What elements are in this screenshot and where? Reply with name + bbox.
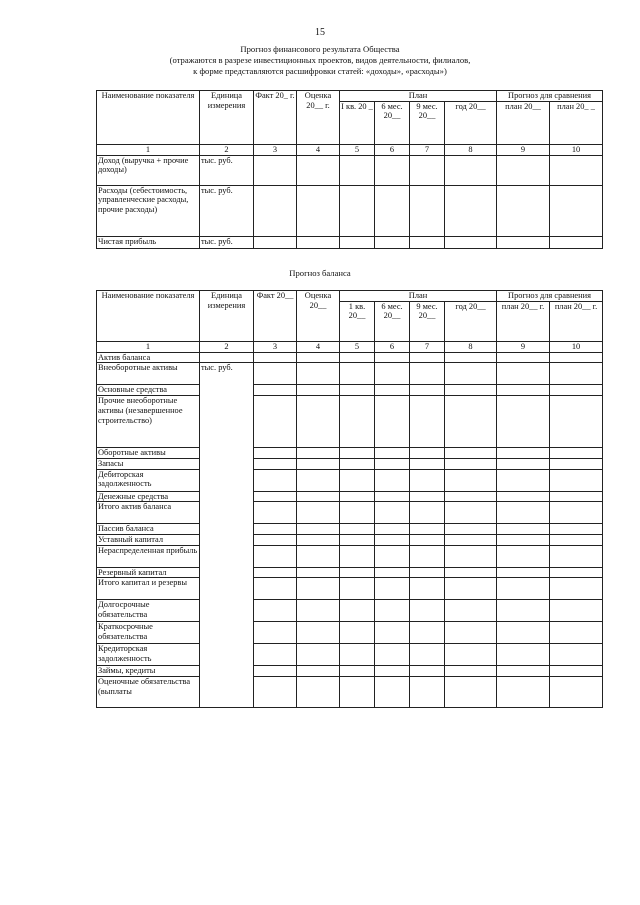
data-cell[interactable] — [297, 155, 340, 185]
row-name: Пассив баланса — [97, 524, 200, 535]
data-cell[interactable] — [297, 458, 340, 469]
row-unit: тыс. руб. — [200, 185, 254, 236]
financial-result-table — [96, 90, 603, 249]
data-cell[interactable] — [410, 448, 445, 459]
table-row — [97, 545, 603, 567]
data-cell[interactable] — [340, 567, 375, 578]
column-number: 3 — [254, 144, 297, 155]
data-cell[interactable] — [254, 524, 297, 535]
row-name: Основные средства — [97, 385, 200, 396]
data-cell[interactable] — [445, 236, 497, 248]
data-cell[interactable] — [497, 458, 550, 469]
data-cell[interactable] — [445, 469, 497, 491]
data-cell[interactable] — [375, 677, 410, 708]
data-cell[interactable] — [410, 534, 445, 545]
column-number: 9 — [497, 341, 550, 352]
data-cell[interactable] — [445, 545, 497, 567]
data-cell[interactable] — [375, 185, 410, 236]
data-cell[interactable] — [254, 502, 297, 524]
row-name: Доход (выручка + прочие доходы) — [97, 155, 200, 185]
data-cell[interactable] — [375, 458, 410, 469]
data-cell[interactable] — [445, 396, 497, 448]
column-number: 7 — [410, 144, 445, 155]
section1-subtitle-line1: (отражаются в разрезе инвестиционных проектов, видов деятельности, филиалов, — [169, 55, 471, 65]
data-cell[interactable] — [297, 502, 340, 524]
data-cell[interactable] — [410, 600, 445, 622]
row-name: Нераспределенная прибыль — [97, 545, 200, 567]
table-row — [97, 185, 603, 236]
data-cell[interactable] — [445, 352, 497, 363]
table-row — [97, 469, 603, 491]
table-row — [97, 524, 603, 535]
data-cell[interactable] — [340, 236, 375, 248]
data-cell[interactable] — [445, 666, 497, 677]
data-cell[interactable] — [445, 534, 497, 545]
data-cell[interactable] — [445, 622, 497, 644]
data-cell[interactable] — [254, 677, 297, 708]
data-cell[interactable] — [550, 385, 603, 396]
header-plan-q1: 1 кв. 20__ — [340, 301, 375, 341]
row-unit — [200, 352, 254, 363]
data-cell[interactable] — [254, 567, 297, 578]
data-cell[interactable] — [340, 666, 375, 677]
data-cell[interactable] — [375, 644, 410, 666]
data-cell[interactable] — [375, 155, 410, 185]
data-cell[interactable] — [297, 396, 340, 448]
column-number: 7 — [410, 341, 445, 352]
table-row — [97, 352, 603, 363]
data-cell[interactable] — [497, 578, 550, 600]
data-cell[interactable] — [340, 600, 375, 622]
row-name: Оценочные обязательства (выплаты — [97, 677, 200, 708]
row-name: Внеоборотные активы — [97, 363, 200, 385]
data-cell[interactable] — [254, 622, 297, 644]
data-cell[interactable] — [297, 469, 340, 491]
table-row — [97, 155, 603, 185]
data-cell[interactable] — [497, 545, 550, 567]
row-name: Долгосрочные обязательства — [97, 600, 200, 622]
section1-heading — [0, 44, 640, 77]
header-forecast-plan1: план 20__ — [497, 101, 550, 144]
data-cell[interactable] — [497, 677, 550, 708]
table-row — [97, 644, 603, 666]
header-plan-6m: 6 мес. 20__ — [375, 301, 410, 341]
data-cell[interactable] — [410, 644, 445, 666]
data-cell[interactable] — [410, 622, 445, 644]
data-cell[interactable] — [254, 385, 297, 396]
section2-title: Прогноз баланса — [289, 268, 351, 278]
data-cell[interactable] — [550, 567, 603, 578]
header-forecast-plan2: план 20__ г. — [550, 301, 603, 341]
data-cell[interactable] — [497, 155, 550, 185]
data-cell[interactable] — [375, 236, 410, 248]
data-cell[interactable] — [375, 600, 410, 622]
header-plan-year: год 20__ — [445, 101, 497, 144]
header-unit: Единица измерения — [200, 91, 254, 145]
data-cell[interactable] — [550, 545, 603, 567]
row-name: Расходы (себестоимость, управленческие расходы, прочие расходы) — [97, 185, 200, 236]
row-name: Чистая прибыль — [97, 236, 200, 248]
data-cell[interactable] — [497, 644, 550, 666]
page-number: 15 — [315, 27, 325, 38]
data-cell[interactable] — [340, 396, 375, 448]
data-cell[interactable] — [375, 545, 410, 567]
data-cell[interactable] — [297, 578, 340, 600]
data-cell[interactable] — [340, 363, 375, 385]
row-name: Актив баланса — [97, 352, 200, 363]
data-cell[interactable] — [254, 352, 297, 363]
data-cell[interactable] — [375, 567, 410, 578]
data-cell[interactable] — [254, 363, 297, 385]
table-row — [97, 448, 603, 459]
data-cell[interactable] — [550, 578, 603, 600]
table-row — [97, 502, 603, 524]
data-cell[interactable] — [410, 524, 445, 535]
data-cell[interactable] — [254, 491, 297, 502]
row-name: Займы, кредиты — [97, 666, 200, 677]
data-cell[interactable] — [410, 185, 445, 236]
data-cell[interactable] — [445, 448, 497, 459]
row-name: Итого капитал и резервы — [97, 578, 200, 600]
data-cell[interactable] — [550, 448, 603, 459]
data-cell[interactable] — [297, 185, 340, 236]
table-row — [97, 396, 603, 448]
data-cell[interactable] — [254, 545, 297, 567]
column-number-row — [97, 341, 603, 352]
data-cell[interactable] — [297, 385, 340, 396]
row-unit: тыс. руб. — [200, 363, 254, 708]
data-cell[interactable] — [375, 385, 410, 396]
data-cell[interactable] — [375, 534, 410, 545]
data-cell[interactable] — [445, 363, 497, 385]
data-cell[interactable] — [445, 385, 497, 396]
data-cell[interactable] — [550, 469, 603, 491]
header-forecast-plan1: план 20__ г. — [497, 301, 550, 341]
data-cell[interactable] — [550, 352, 603, 363]
data-cell[interactable] — [550, 236, 603, 248]
row-name: Краткосрочные обязательства — [97, 622, 200, 644]
balance-forecast-table — [96, 290, 603, 708]
header-forecast: Прогноз для сравнения — [497, 291, 603, 302]
data-cell[interactable] — [254, 236, 297, 248]
data-cell[interactable] — [497, 396, 550, 448]
data-cell[interactable] — [297, 567, 340, 578]
row-name: Уставный капитал — [97, 534, 200, 545]
data-cell[interactable] — [297, 622, 340, 644]
header-fact: Факт 20__ — [254, 291, 297, 342]
data-cell[interactable] — [550, 185, 603, 236]
header-plan-year: год 20__ — [445, 301, 497, 341]
column-number: 10 — [550, 144, 603, 155]
column-number: 6 — [375, 341, 410, 352]
data-cell[interactable] — [297, 363, 340, 385]
header-plan: План — [340, 291, 497, 302]
data-cell[interactable] — [254, 396, 297, 448]
data-cell[interactable] — [340, 185, 375, 236]
data-cell[interactable] — [550, 502, 603, 524]
data-cell[interactable] — [497, 622, 550, 644]
column-number: 5 — [340, 341, 375, 352]
data-cell[interactable] — [445, 600, 497, 622]
data-cell[interactable] — [410, 502, 445, 524]
data-cell[interactable] — [410, 666, 445, 677]
data-cell[interactable] — [550, 458, 603, 469]
table-row — [97, 491, 603, 502]
data-cell[interactable] — [550, 677, 603, 708]
data-cell[interactable] — [297, 352, 340, 363]
data-cell[interactable] — [375, 666, 410, 677]
data-cell[interactable] — [445, 644, 497, 666]
data-cell[interactable] — [340, 491, 375, 502]
row-name: Кредиторская задолженность — [97, 644, 200, 666]
row-name: Запасы — [97, 458, 200, 469]
data-cell[interactable] — [375, 396, 410, 448]
data-cell[interactable] — [297, 491, 340, 502]
table-row — [97, 236, 603, 248]
data-cell[interactable] — [410, 469, 445, 491]
data-cell[interactable] — [410, 567, 445, 578]
header-plan-6m: 6 мес. 20__ — [375, 101, 410, 144]
data-cell[interactable] — [497, 352, 550, 363]
data-cell[interactable] — [410, 155, 445, 185]
table-row — [97, 363, 603, 385]
data-cell[interactable] — [550, 363, 603, 385]
data-cell[interactable] — [445, 185, 497, 236]
data-cell[interactable] — [254, 185, 297, 236]
table-row — [97, 385, 603, 396]
data-cell[interactable] — [550, 524, 603, 535]
data-cell[interactable] — [410, 363, 445, 385]
row-name: Дебиторская задолженность — [97, 469, 200, 491]
row-name: Итого актив баланса — [97, 502, 200, 524]
data-cell[interactable] — [340, 155, 375, 185]
data-cell[interactable] — [375, 578, 410, 600]
data-cell[interactable] — [375, 363, 410, 385]
data-cell[interactable] — [410, 458, 445, 469]
column-number: 9 — [497, 144, 550, 155]
header-fact: Факт 20_ г. — [254, 91, 297, 145]
header-plan-9m: 9 мес. 20__ — [410, 101, 445, 144]
data-cell[interactable] — [375, 352, 410, 363]
data-cell[interactable] — [340, 352, 375, 363]
data-cell[interactable] — [550, 491, 603, 502]
data-cell[interactable] — [550, 600, 603, 622]
data-cell[interactable] — [410, 385, 445, 396]
column-number: 8 — [445, 144, 497, 155]
data-cell[interactable] — [297, 677, 340, 708]
column-number: 4 — [297, 341, 340, 352]
data-cell[interactable] — [254, 644, 297, 666]
data-cell[interactable] — [340, 385, 375, 396]
data-cell[interactable] — [297, 236, 340, 248]
data-cell[interactable] — [297, 534, 340, 545]
data-cell[interactable] — [410, 396, 445, 448]
data-cell[interactable] — [340, 644, 375, 666]
data-cell[interactable] — [297, 545, 340, 567]
data-cell[interactable] — [445, 491, 497, 502]
data-cell[interactable] — [297, 644, 340, 666]
data-cell[interactable] — [340, 534, 375, 545]
data-cell[interactable] — [254, 155, 297, 185]
data-cell[interactable] — [254, 534, 297, 545]
header-plan: План — [340, 91, 497, 102]
data-cell[interactable] — [375, 524, 410, 535]
column-number: 2 — [200, 144, 254, 155]
data-cell[interactable] — [497, 666, 550, 677]
data-cell[interactable] — [550, 155, 603, 185]
data-cell[interactable] — [297, 524, 340, 535]
data-cell[interactable] — [254, 458, 297, 469]
table-row — [97, 666, 603, 677]
data-cell[interactable] — [550, 396, 603, 448]
data-cell[interactable] — [375, 622, 410, 644]
section1-title: Прогноз финансового результата Общества — [240, 44, 400, 54]
data-cell[interactable] — [445, 155, 497, 185]
data-cell[interactable] — [445, 677, 497, 708]
column-number: 1 — [97, 144, 200, 155]
data-cell[interactable] — [375, 491, 410, 502]
data-cell[interactable] — [410, 491, 445, 502]
data-cell[interactable] — [497, 502, 550, 524]
data-cell[interactable] — [497, 363, 550, 385]
column-number: 6 — [375, 144, 410, 155]
data-cell[interactable] — [340, 458, 375, 469]
column-number: 5 — [340, 144, 375, 155]
data-cell[interactable] — [497, 524, 550, 535]
data-cell[interactable] — [445, 567, 497, 578]
row-unit: тыс. руб. — [200, 236, 254, 248]
data-cell[interactable] — [340, 502, 375, 524]
data-cell[interactable] — [550, 644, 603, 666]
table-row — [97, 458, 603, 469]
data-cell[interactable] — [410, 545, 445, 567]
table-row — [97, 622, 603, 644]
data-cell[interactable] — [254, 469, 297, 491]
data-cell[interactable] — [340, 622, 375, 644]
data-cell[interactable] — [497, 600, 550, 622]
data-cell[interactable] — [297, 666, 340, 677]
data-cell[interactable] — [297, 448, 340, 459]
data-cell[interactable] — [497, 185, 550, 236]
column-number: 2 — [200, 341, 254, 352]
row-name: Денежные средства — [97, 491, 200, 502]
row-name: Оборотные активы — [97, 448, 200, 459]
data-cell[interactable] — [340, 524, 375, 535]
data-cell[interactable] — [497, 491, 550, 502]
column-number: 10 — [550, 341, 603, 352]
section1-subtitle-line2: к форме представляются расшифровки статей: «доходы», «расходы») — [193, 66, 447, 76]
header-plan-q1: I кв. 20 _ — [340, 101, 375, 144]
data-cell[interactable] — [410, 352, 445, 363]
table-row — [97, 567, 603, 578]
data-cell[interactable] — [340, 545, 375, 567]
data-cell[interactable] — [550, 534, 603, 545]
row-name: Прочие внеоборотные активы (незавершенное строительство) — [97, 396, 200, 448]
data-cell[interactable] — [497, 236, 550, 248]
table-row — [97, 578, 603, 600]
data-cell[interactable] — [497, 385, 550, 396]
data-cell[interactable] — [297, 600, 340, 622]
data-cell[interactable] — [445, 524, 497, 535]
data-cell[interactable] — [375, 469, 410, 491]
row-unit: тыс. руб. — [200, 155, 254, 185]
data-cell[interactable] — [497, 567, 550, 578]
column-number: 1 — [97, 341, 200, 352]
header-name: Наименование показателя — [97, 91, 200, 145]
header-forecast-plan2: план 20_ _ — [550, 101, 603, 144]
data-cell[interactable] — [445, 578, 497, 600]
data-cell[interactable] — [410, 677, 445, 708]
data-cell[interactable] — [445, 458, 497, 469]
data-cell[interactable] — [254, 578, 297, 600]
data-cell[interactable] — [410, 578, 445, 600]
column-number: 8 — [445, 341, 497, 352]
data-cell[interactable] — [410, 236, 445, 248]
column-number: 4 — [297, 144, 340, 155]
header-forecast: Прогноз для сравнения — [497, 91, 603, 102]
data-cell[interactable] — [340, 448, 375, 459]
header-estimate: Оценка 20__ г. — [297, 91, 340, 145]
data-cell[interactable] — [550, 622, 603, 644]
data-cell[interactable] — [340, 578, 375, 600]
table-row — [97, 677, 603, 708]
data-cell[interactable] — [445, 502, 497, 524]
data-cell[interactable] — [497, 469, 550, 491]
header-estimate: Оценка 20__ — [297, 291, 340, 342]
data-cell[interactable] — [497, 534, 550, 545]
data-cell[interactable] — [340, 677, 375, 708]
data-cell[interactable] — [254, 666, 297, 677]
row-name: Резервный капитал — [97, 567, 200, 578]
data-cell[interactable] — [497, 448, 550, 459]
data-cell[interactable] — [375, 448, 410, 459]
table-row — [97, 600, 603, 622]
data-cell[interactable] — [550, 666, 603, 677]
data-cell[interactable] — [254, 600, 297, 622]
data-cell[interactable] — [340, 469, 375, 491]
data-cell[interactable] — [375, 502, 410, 524]
data-cell[interactable] — [254, 448, 297, 459]
table-row — [97, 534, 603, 545]
header-unit: Единица измерения — [200, 291, 254, 342]
header-name: Наименование показателя — [97, 291, 200, 342]
column-number: 3 — [254, 341, 297, 352]
header-plan-9m: 9 мес. 20__ — [410, 301, 445, 341]
column-number-row — [97, 144, 603, 155]
